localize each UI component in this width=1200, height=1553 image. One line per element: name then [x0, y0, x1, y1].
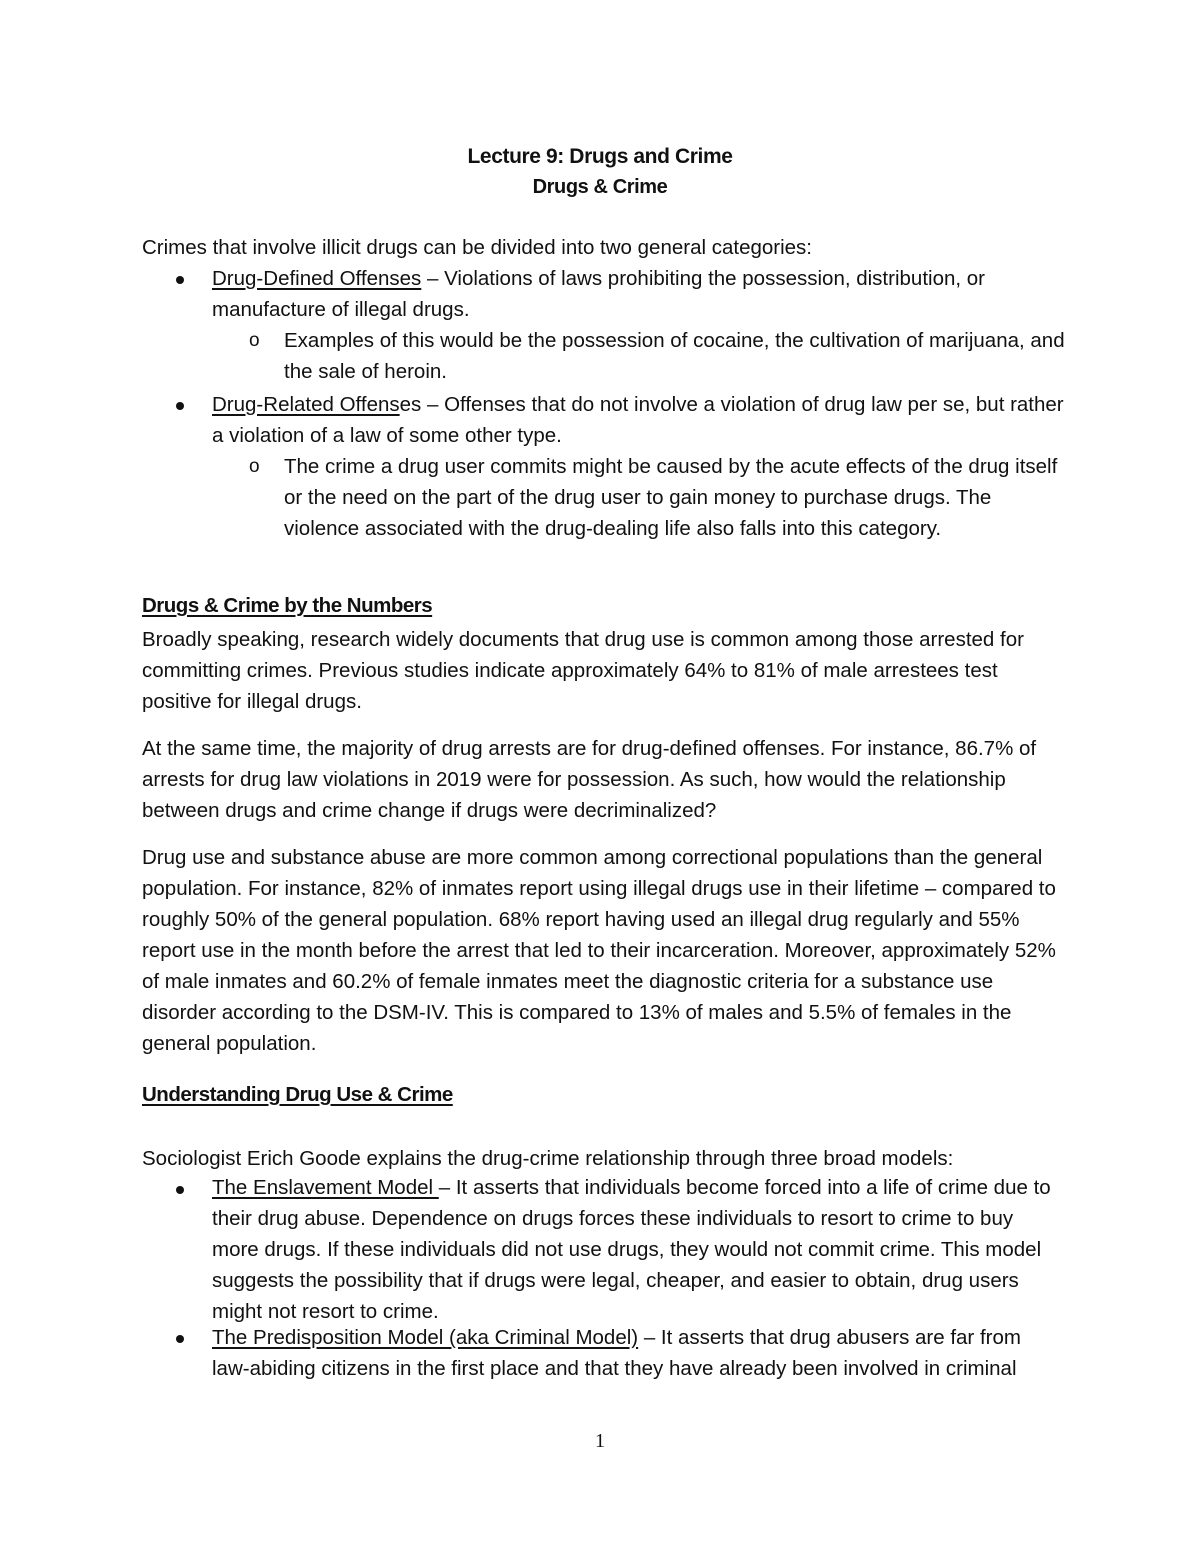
sub-bullet-icon: o: [249, 456, 260, 477]
term-label: The Enslavement Model: [212, 1176, 439, 1199]
list-item: [212, 1172, 1062, 1327]
term-label: Drug-Related Offens: [212, 393, 400, 416]
paragraph: Broadly speaking, research widely documents that drug use is common among those arrested for committing crimes. Previous studies indicate approximately 64% to 81% of male arrestees test positive for illegal drugs.: [142, 628, 1024, 713]
term-label: The Predisposition Model (aka Criminal Model): [212, 1326, 639, 1349]
paragraph: Sociologist Erich Goode explains the drug-crime relationship through three broad models:: [142, 1147, 954, 1170]
section-heading: Drugs & Crime by the Numbers: [142, 594, 433, 617]
term-definition: – Offenses that do not involve a violation of drug law per se, but rather a violation of a law of some other type.: [212, 393, 1064, 447]
page-title: Lecture 9: Drugs and Crime: [467, 145, 733, 168]
list-item: [212, 263, 1072, 325]
term-definition: – It asserts that drug abusers are far from law-abiding citizens in the first place and that they have already been involved in criminal: [212, 1326, 1021, 1380]
term-label: Drug-Defined Offenses: [212, 267, 422, 290]
intro-paragraph: Crimes that involve illicit drugs can be divided into two general categories:: [142, 236, 813, 259]
term-definition: – Violations of laws prohibiting the possession, distribution, or manufacture of illegal drugs.: [212, 267, 985, 321]
list-item: [212, 389, 1072, 451]
section-heading: Understanding Drug Use & Crime: [142, 1083, 453, 1106]
term-label-tail: es: [399, 393, 422, 416]
paragraph: Drug use and substance abuse are more common among correctional populations than the general population. For instance, 82% of inmates report using illegal drugs use in their lifetime – compared to roughly 50% of the general population. 68% report having used an illegal drug regularly and 55% report use in the month before the arrest that led to their incarceration. Moreover, approximately 52% of male inmates and 60.2% of female inmates meet the diagnostic criteria for a substance use disorder according to the DSM-IV. This is compared to 13% of males and 5.5% of females in the general population.: [142, 846, 1056, 1055]
bullet-icon: [176, 276, 184, 284]
bullet-icon: [176, 1186, 184, 1194]
list-item: [212, 1322, 1062, 1384]
term-definition: – It asserts that individuals become forced into a life of crime due to their drug abuse. Dependence on drugs forces these individuals to resort to crime to buy more drugs. If these individuals did not use drugs, they would not commit crime. This model suggests the possibility that if drugs were legal, cheaper, and easier to obtain, drug users might not resort to crime.: [212, 1176, 1051, 1323]
paragraph: At the same time, the majority of drug arrests are for drug-defined offenses. For instance, 86.7% of arrests for drug law violations in 2019 were for possession. As such, how would the relationship between drugs and crime change if drugs were decriminalized?: [142, 737, 1037, 822]
sub-list-item: The crime a drug user commits might be caused by the acute effects of the drug itself or the need on the part of the drug user to gain money to purchase drugs. The violence associated with the drug-dealing life also falls into this category.: [284, 455, 1058, 540]
page-subtitle: Drugs & Crime: [532, 176, 668, 198]
sub-bullet-icon: o: [249, 330, 260, 351]
page-number: 1: [595, 1430, 605, 1452]
sub-list-item: Examples of this would be the possession of cocaine, the cultivation of marijuana, and the sale of heroin.: [284, 329, 1065, 383]
bullet-icon: [176, 402, 184, 410]
bullet-icon: [176, 1335, 184, 1343]
